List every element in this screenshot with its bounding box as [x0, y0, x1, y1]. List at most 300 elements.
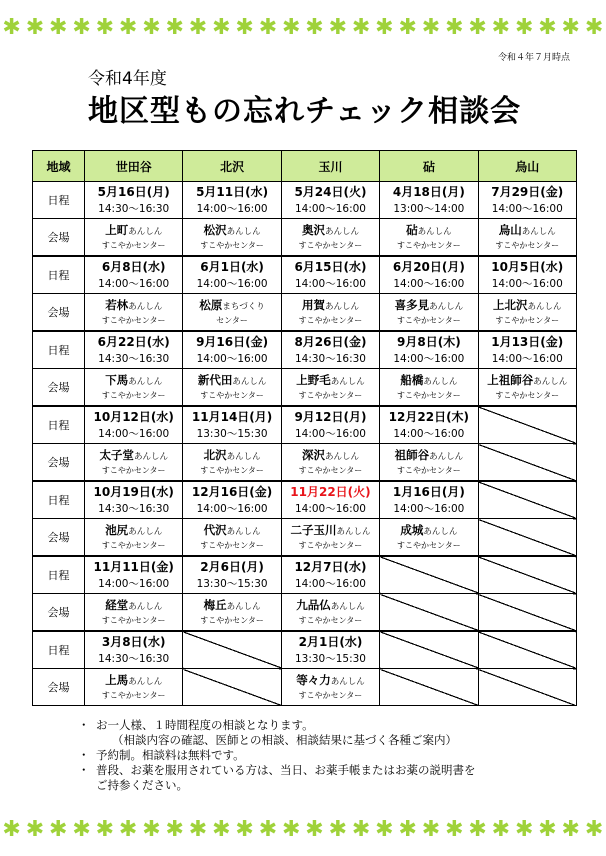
star-icon: ✱	[514, 817, 534, 842]
star-icon: ✱	[584, 15, 604, 40]
star-icon: ✱	[235, 15, 254, 40]
session-time: 13:00～14:00	[393, 203, 465, 215]
row-label-schedule: 日程	[33, 182, 85, 219]
empty-cell	[478, 444, 576, 482]
star-icon: ✱	[188, 817, 208, 842]
star-icon: ✱	[445, 817, 464, 842]
venue-subtitle: すこやかセンター	[298, 316, 363, 325]
schedule-cell	[85, 331, 183, 369]
column-header: 北沢	[183, 151, 281, 182]
venue-subtitle: すこやかセンター	[101, 316, 166, 325]
venue-area: 深沢	[301, 448, 325, 462]
venue-cell	[85, 444, 183, 482]
venue-area: 二子玉川	[290, 523, 337, 537]
note-item: ・ 普段、お薬を服用されている方は、当日、お薬手帳またはお薬の説明書を	[78, 763, 476, 778]
star-icon: ✱	[398, 817, 417, 842]
venue-area: 梅丘	[203, 598, 227, 612]
venue-subtitle: すこやかセンター	[101, 241, 166, 250]
venue-cell	[183, 219, 281, 257]
session-time: 14:00～16:00	[491, 353, 563, 365]
session-time: 14:00～16:00	[196, 203, 268, 215]
venue-suffix: あんしん	[128, 602, 163, 612]
venue-name	[282, 372, 379, 390]
session-date: 6月22日(水)	[97, 335, 170, 349]
venue-cell	[281, 519, 379, 557]
venue-row	[33, 294, 577, 332]
star-icon: ✱	[584, 817, 604, 842]
session-date: 6月8日(水)	[101, 260, 166, 274]
empty-cell	[478, 406, 576, 444]
session-date: 11月22日(火)	[290, 485, 371, 499]
venue-suffix: あんしん	[128, 527, 163, 537]
session-time: 14:00～16:00	[294, 503, 366, 515]
star-icon: ✱	[142, 817, 161, 842]
star-icon: ✱	[281, 817, 301, 842]
venue-subtitle: すこやかセンター	[298, 616, 363, 625]
schedule-cell	[183, 406, 281, 444]
venue-suffix: あんしん	[324, 452, 359, 462]
venue-suffix: あんしん	[226, 527, 261, 537]
row-label-schedule: 日程	[33, 556, 85, 594]
venue-name	[183, 222, 280, 240]
venue-area: 経堂	[105, 598, 129, 612]
session-time: 14:00～16:00	[294, 278, 366, 290]
venue-name	[183, 522, 280, 540]
star-icon: ✱	[468, 15, 487, 40]
schedule-cell	[85, 406, 183, 444]
empty-cell	[478, 556, 576, 594]
star-icon: ✱	[165, 15, 184, 40]
star-icon: ✱	[281, 15, 301, 40]
venue-row	[33, 669, 577, 706]
session-date: 5月24日(火)	[294, 185, 367, 199]
session-time: 14:00～16:00	[98, 278, 170, 290]
schedule-row	[33, 182, 577, 219]
venue-cell	[281, 219, 379, 257]
venue-name	[183, 372, 280, 390]
venue-subtitle: すこやかセンター	[298, 691, 363, 700]
schedule-cell	[183, 556, 281, 594]
venue-subtitle: すこやかセンター	[101, 691, 166, 700]
star-icon: ✱	[212, 15, 231, 40]
session-time: 14:00～16:00	[294, 428, 366, 440]
session-date: 6月1日(水)	[200, 260, 264, 274]
empty-cell	[380, 594, 478, 632]
session-date: 7月29日(金)	[491, 185, 564, 199]
venue-suffix: あんしん	[324, 302, 359, 312]
session-time: 14:00～16:00	[98, 428, 170, 440]
row-label-schedule: 日程	[33, 256, 85, 294]
venue-cell	[85, 594, 183, 632]
venue-area: 烏山	[498, 223, 522, 237]
session-time: 14:00～16:00	[98, 578, 170, 590]
venue-name	[85, 222, 182, 240]
session-date: 9月12日(月)	[294, 410, 367, 424]
venue-cell	[380, 219, 478, 257]
row-label-schedule: 日程	[33, 481, 85, 519]
star-icon: ✱	[258, 15, 278, 40]
venue-name	[282, 672, 379, 690]
venue-cell	[183, 294, 281, 332]
venue-subtitle: すこやかセンター	[397, 391, 461, 400]
empty-cell	[380, 631, 478, 669]
venue-suffix: あんしん	[521, 227, 556, 237]
schedule-cell	[183, 331, 281, 369]
venue-area: 北沢	[203, 448, 227, 462]
star-icon: ✱	[188, 15, 208, 40]
star-icon: ✱	[95, 817, 115, 842]
venue-name	[183, 447, 280, 465]
venue-suffix: あんしん	[324, 227, 359, 237]
schedule-row	[33, 256, 577, 294]
venue-subtitle: すこやかセンター	[200, 391, 264, 400]
venue-name	[479, 297, 576, 315]
column-header: 烏山	[478, 151, 576, 182]
venue-suffix: あんしん	[429, 452, 464, 462]
star-icon: ✱	[25, 817, 45, 842]
star-icon: ✱	[328, 15, 348, 40]
session-time: 14:00～16:00	[393, 353, 465, 365]
venue-suffix: あんしん	[226, 452, 261, 462]
venue-subtitle: すこやかセンター	[298, 466, 363, 475]
venue-cell	[380, 294, 478, 332]
session-date: 12月16日(金)	[191, 485, 273, 499]
row-label-venue: 会場	[33, 594, 85, 632]
venue-name	[479, 372, 576, 390]
star-icon: ✱	[118, 817, 138, 842]
venue-area: 松沢	[203, 223, 227, 237]
session-time: 14:00～16:00	[393, 503, 465, 515]
venue-subtitle: すこやかセンター	[397, 541, 461, 550]
schedule-cell	[281, 331, 379, 369]
session-date: 3月8日(水)	[101, 635, 166, 649]
session-time: 14:00～16:00	[294, 203, 366, 215]
venue-suffix: あんしん	[423, 377, 458, 387]
row-label-schedule: 日程	[33, 406, 85, 444]
venue-subtitle: すこやかセンター	[101, 541, 166, 550]
venue-subtitle: すこやかセンター	[200, 541, 264, 550]
schedule-cell	[478, 331, 576, 369]
star-icon: ✱	[375, 15, 394, 40]
empty-cell	[380, 669, 478, 706]
venue-name	[380, 522, 477, 540]
session-time: 14:30～16:30	[98, 503, 170, 515]
session-time: 13:30～15:30	[294, 653, 366, 665]
row-label-schedule: 日程	[33, 331, 85, 369]
venue-subtitle: すこやかセンター	[495, 316, 560, 325]
venue-cell	[281, 669, 379, 706]
star-border-top	[0, 16, 606, 40]
column-header: 砧	[380, 151, 478, 182]
venue-subtitle: すこやかセンター	[298, 541, 363, 550]
schedule-cell	[478, 256, 576, 294]
venue-name	[380, 447, 477, 465]
venue-cell	[85, 219, 183, 257]
venue-cell	[85, 294, 183, 332]
venue-suffix: あんしん	[533, 377, 568, 387]
session-date: 10月19日(水)	[93, 485, 174, 499]
venue-area: 喜多見	[394, 298, 430, 312]
row-label-venue: 会場	[33, 369, 85, 407]
venue-cell	[85, 519, 183, 557]
venue-suffix: あんしん	[128, 377, 163, 387]
column-header: 地域	[33, 151, 85, 182]
venue-cell	[183, 594, 281, 632]
venue-area: 船橋	[400, 373, 424, 387]
venue-row	[33, 594, 577, 632]
star-icon: ✱	[561, 15, 580, 40]
venue-area: 池尻	[105, 523, 129, 537]
venue-area: 代沢	[203, 523, 227, 537]
note-item: ・ 予約制。相談料は無料です。	[78, 748, 476, 763]
venue-area: 奥沢	[301, 223, 325, 237]
session-date: 10月5日(水)	[491, 260, 564, 274]
schedule-cell	[85, 631, 183, 669]
venue-name	[85, 672, 182, 690]
venue-name	[85, 297, 182, 315]
notes-list	[78, 718, 476, 793]
venue-area: 用賀	[301, 298, 325, 312]
venue-row	[33, 219, 577, 257]
venue-name	[183, 297, 280, 315]
session-date: 6月20日(月)	[392, 260, 465, 274]
session-time: 14:00～16:00	[196, 278, 268, 290]
session-date: 9月8日(木)	[397, 335, 461, 349]
star-icon: ✱	[561, 817, 580, 842]
venue-suffix: まちづくり	[222, 302, 265, 312]
row-label-venue: 会場	[33, 669, 85, 706]
venue-suffix: あんしん	[330, 377, 365, 387]
venue-area: 祖師谷	[394, 448, 430, 462]
venue-name	[282, 222, 379, 240]
session-time: 14:00～16:00	[393, 278, 465, 290]
star-icon: ✱	[72, 817, 91, 842]
venue-suffix: あんしん	[330, 677, 365, 687]
page-title: 地区型もの忘れチェック相談会	[88, 94, 522, 129]
schedule-cell	[478, 182, 576, 219]
star-icon: ✱	[258, 817, 278, 842]
venue-cell	[183, 369, 281, 407]
venue-area: 若林	[105, 298, 129, 312]
star-icon: ✱	[212, 817, 231, 842]
star-icon: ✱	[165, 817, 184, 842]
venue-area: 九品仏	[296, 598, 331, 612]
star-border-bottom	[0, 818, 606, 842]
session-time: 13:30～15:30	[196, 578, 268, 590]
venue-subtitle: すこやかセンター	[397, 466, 461, 475]
venue-row	[33, 444, 577, 482]
venue-name	[380, 222, 477, 240]
venue-cell	[478, 369, 576, 407]
venue-name	[380, 297, 477, 315]
session-time: 14:30～16:30	[98, 353, 170, 365]
venue-area: 下馬	[105, 373, 129, 387]
empty-cell	[478, 631, 576, 669]
venue-subtitle: すこやかセンター	[101, 616, 166, 625]
star-icon: ✱	[514, 15, 534, 40]
schedule-cell	[183, 256, 281, 294]
venue-area: 砧	[406, 223, 418, 237]
star-icon: ✱	[142, 15, 161, 40]
schedule-cell	[85, 256, 183, 294]
venue-suffix: あんしん	[336, 527, 371, 537]
venue-subtitle: すこやかセンター	[200, 616, 264, 625]
session-date: 4月18日(月)	[392, 185, 465, 199]
schedule-cell	[380, 406, 478, 444]
schedule-cell	[281, 556, 379, 594]
star-icon: ✱	[468, 817, 487, 842]
session-date: 2月1日(水)	[298, 635, 363, 649]
session-date: 2月6日(月)	[200, 560, 264, 574]
venue-area: 上馬	[105, 673, 129, 687]
session-time: 14:00～16:00	[196, 503, 268, 515]
column-header: 世田谷	[85, 151, 183, 182]
session-time: 14:00～16:00	[491, 203, 563, 215]
venue-cell	[478, 294, 576, 332]
venue-suffix: あんしん	[527, 302, 562, 312]
star-icon: ✱	[421, 817, 441, 842]
star-icon: ✱	[538, 817, 557, 842]
as-of-date: 令和４年７月時点	[497, 53, 570, 63]
schedule-cell	[281, 406, 379, 444]
venue-name	[85, 372, 182, 390]
schedule-table	[32, 150, 577, 706]
schedule-cell	[281, 631, 379, 669]
session-time: 14:30～16:30	[98, 203, 170, 215]
session-date: 1月13日(金)	[491, 335, 564, 349]
note-item: ・ お一人様、１時間程度の相談となります。	[78, 718, 476, 733]
venue-cell	[380, 369, 478, 407]
star-icon: ✱	[491, 15, 511, 40]
session-time: 14:00～16:00	[196, 353, 268, 365]
row-label-venue: 会場	[33, 519, 85, 557]
note-item: ご持参ください。	[96, 778, 188, 792]
venue-cell	[85, 369, 183, 407]
empty-cell	[380, 556, 478, 594]
venue-cell	[281, 594, 379, 632]
venue-cell	[380, 444, 478, 482]
star-icon: ✱	[351, 817, 371, 842]
star-icon: ✱	[351, 15, 371, 40]
session-date: 10月12日(水)	[93, 410, 174, 424]
schedule-cell	[281, 256, 379, 294]
session-date: 9月16日(金)	[196, 335, 269, 349]
star-icon: ✱	[72, 15, 91, 40]
star-icon: ✱	[538, 15, 557, 40]
venue-suffix: あんしん	[226, 227, 261, 237]
note-item: （相談内容の確認、医師との相談、相談結果に基づく各種ご案内）	[112, 733, 457, 747]
star-icon: ✱	[491, 817, 511, 842]
session-time: 14:00～16:00	[491, 278, 563, 290]
empty-cell	[183, 669, 281, 706]
star-icon: ✱	[445, 15, 464, 40]
session-date: 6月15日(水)	[294, 260, 367, 274]
schedule-cell	[380, 481, 478, 519]
schedule-cell	[183, 481, 281, 519]
empty-cell	[478, 669, 576, 706]
empty-cell	[478, 519, 576, 557]
session-time: 14:30～16:30	[294, 353, 366, 365]
row-label-schedule: 日程	[33, 631, 85, 669]
venue-subtitle: すこやかセンター	[101, 466, 166, 475]
schedule-cell	[85, 182, 183, 219]
venue-name	[282, 522, 379, 540]
session-time: 14:00～16:00	[294, 578, 366, 590]
venue-name	[282, 297, 379, 315]
venue-subtitle: すこやかセンター	[397, 241, 461, 250]
session-date: 1月16日(月)	[392, 485, 465, 499]
empty-cell	[183, 631, 281, 669]
venue-suffix: あんしん	[232, 377, 267, 387]
schedule-cell	[183, 182, 281, 219]
venue-cell	[380, 519, 478, 557]
venue-suffix: あんしん	[226, 602, 261, 612]
schedule-cell	[85, 556, 183, 594]
venue-name	[85, 522, 182, 540]
schedule-row	[33, 331, 577, 369]
row-label-venue: 会場	[33, 219, 85, 257]
session-date: 12月22日(木)	[388, 410, 470, 424]
venue-area: 松原	[199, 298, 223, 312]
empty-cell	[478, 594, 576, 632]
column-header: 玉川	[281, 151, 379, 182]
session-date: 11月14日(月)	[191, 410, 273, 424]
schedule-cell	[380, 331, 478, 369]
star-icon: ✱	[25, 15, 45, 40]
venue-area: 上町	[105, 223, 129, 237]
venue-area: 新代田	[197, 373, 233, 387]
schedule-row	[33, 406, 577, 444]
venue-name	[282, 597, 379, 615]
schedule-row	[33, 481, 577, 519]
venue-subtitle: すこやかセンター	[200, 466, 264, 475]
star-icon: ✱	[49, 15, 68, 40]
session-date: 11月11日(金)	[93, 560, 174, 574]
venue-subtitle: すこやかセンター	[298, 391, 363, 400]
schedule-cell	[281, 481, 379, 519]
venue-subtitle: すこやかセンター	[200, 241, 264, 250]
venue-cell	[478, 219, 576, 257]
schedule-cell	[380, 256, 478, 294]
star-icon: ✱	[2, 15, 21, 40]
star-icon: ✱	[328, 817, 348, 842]
fiscal-year: 令和4年度	[88, 69, 167, 89]
venue-cell	[281, 444, 379, 482]
star-icon: ✱	[305, 15, 324, 40]
star-icon: ✱	[95, 15, 115, 40]
venue-area: 成城	[400, 523, 424, 537]
venue-name	[479, 222, 576, 240]
star-icon: ✱	[49, 817, 68, 842]
venue-name	[85, 447, 182, 465]
venue-suffix: あんしん	[330, 602, 365, 612]
venue-subtitle: センター	[216, 316, 248, 325]
session-date: 5月16日(月)	[97, 185, 170, 199]
schedule-row	[33, 631, 577, 669]
venue-area: 上野毛	[296, 373, 331, 387]
venue-suffix: あんしん	[429, 302, 464, 312]
venue-suffix: あんしん	[417, 227, 452, 237]
venue-area: 等々力	[296, 673, 331, 687]
row-label-venue: 会場	[33, 294, 85, 332]
session-date: 12月7日(水)	[294, 560, 367, 574]
venue-cell	[85, 669, 183, 706]
table-header-row	[33, 151, 577, 182]
venue-row	[33, 519, 577, 557]
star-icon: ✱	[375, 817, 394, 842]
venue-subtitle: すこやかセンター	[298, 241, 363, 250]
star-icon: ✱	[235, 817, 254, 842]
